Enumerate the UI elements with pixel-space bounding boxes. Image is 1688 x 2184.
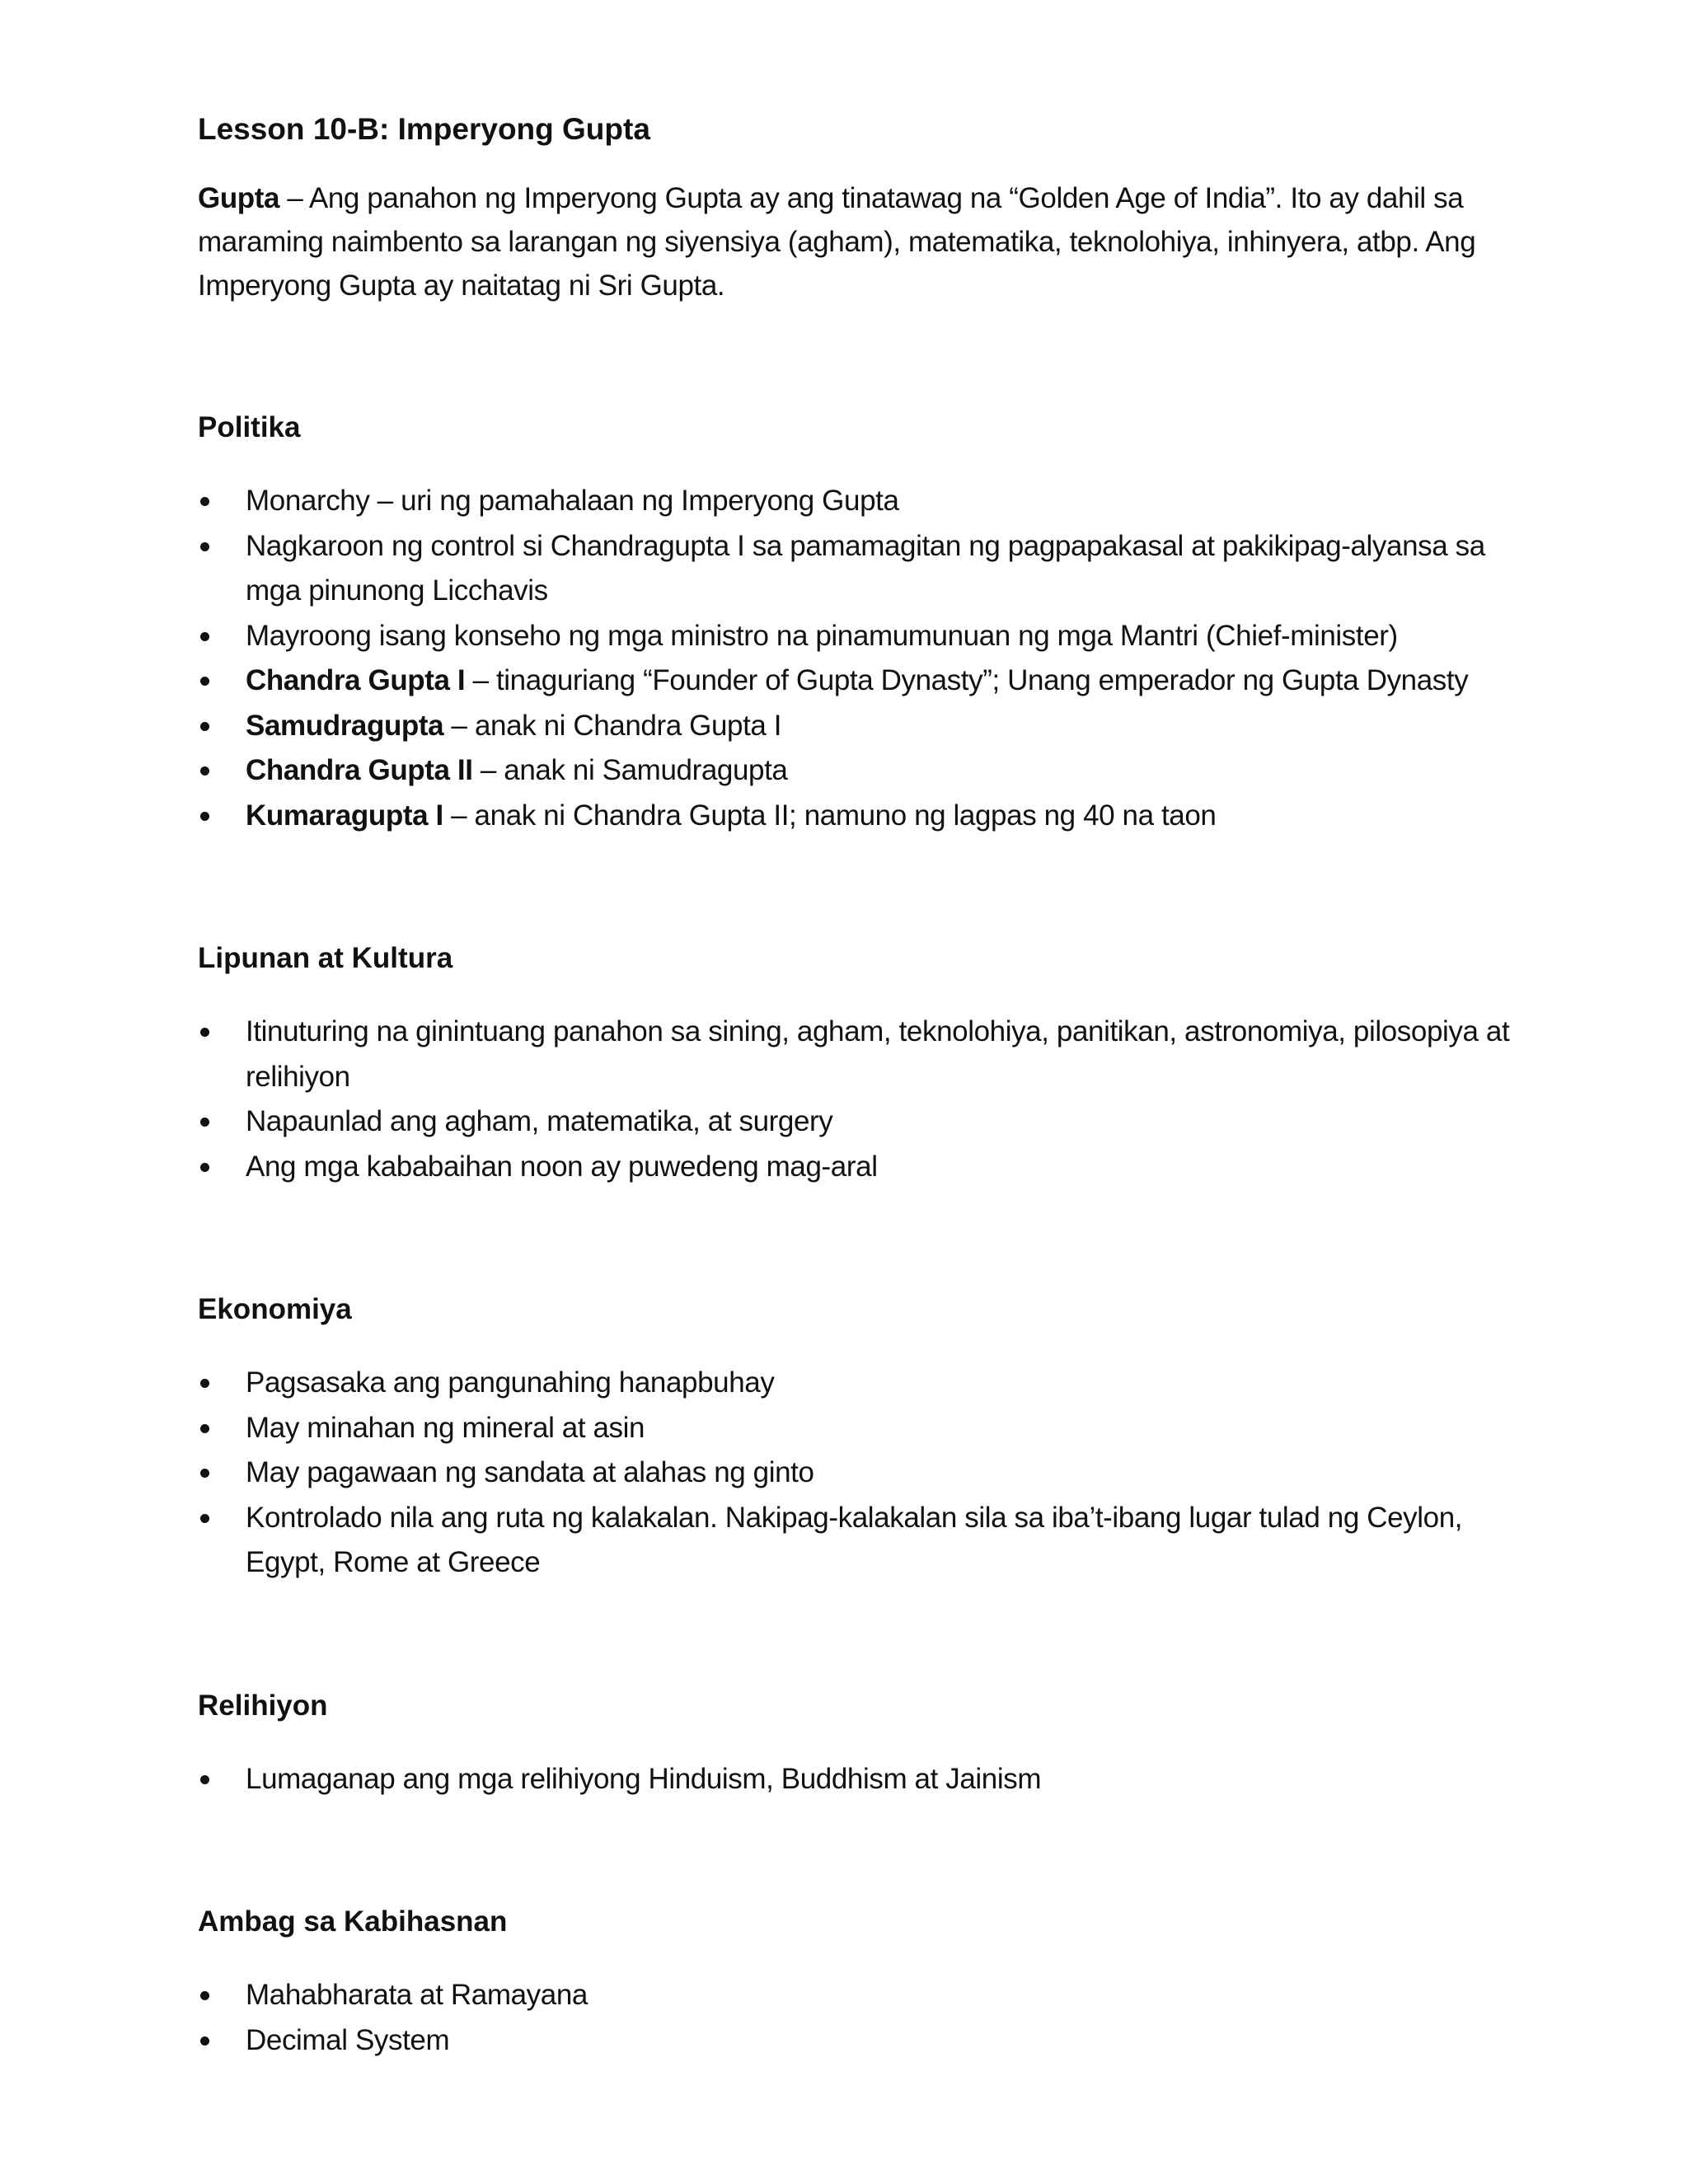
bullet-icon: [200, 1118, 209, 1127]
bullet-icon: [200, 2036, 209, 2046]
intro-paragraph: [198, 176, 1517, 307]
section-heading-ekonomiya: Ekonomiya: [198, 1293, 352, 1325]
lesson-title: Lesson 10-B: Imperyong Gupta: [198, 112, 650, 146]
relihiyon-list: [198, 1757, 1517, 1802]
ekonomiya-list: [198, 1361, 1517, 1586]
bullet-icon: [200, 1514, 209, 1523]
section-heading-politika: Politika: [198, 411, 301, 443]
bullet-icon: [200, 1991, 209, 2000]
politika-list: [198, 479, 1517, 838]
lipunan-list: [198, 1010, 1517, 1189]
intro-text: – Ang panahon ng Imperyong Gupta ay ang tinatawag na “Golden Age of India”. Ito ay dahil sa maraming naimbento sa larangan ng siyensiya (agham), matematika, teknolohiya, inhinyera, atbp. Ang Imperyong Gupta ay naitatag ni Sri Gupta.: [198, 182, 1476, 302]
bullet-icon: [200, 812, 209, 821]
list-item: Chandra Gupta II – anak ni Samudragupta: [198, 748, 1517, 794]
list-item: Ang mga kababaihan noon ay puwedeng mag-aral: [198, 1145, 1517, 1190]
list-item: Kontrolado nila ang ruta ng kalakalan. Nakipag-kalakalan sila sa iba’t-ibang lugar tulad ng Ceylon, Egypt, Rome at Greece: [198, 1496, 1517, 1586]
list-item: Decimal System: [198, 2018, 1517, 2064]
list-item: Pagsasaka ang pangunahing hanapbuhay: [198, 1361, 1517, 1406]
list-item: Lumaganap ang mga relihiyong Hinduism, Buddhism at Jainism: [198, 1757, 1517, 1802]
bullet-icon: [200, 1028, 209, 1037]
bullet-icon: [200, 1775, 209, 1784]
section-heading-lipunan: Lipunan at Kultura: [198, 942, 453, 974]
bullet-icon: [200, 1163, 209, 1172]
list-item: Mahabharata at Ramayana: [198, 1973, 1517, 2018]
bullet-icon: [200, 1379, 209, 1388]
list-item: Chandra Gupta I – tinaguriang “Founder of Gupta Dynasty”; Unang emperador ng Gupta Dynasty: [198, 658, 1517, 704]
document-page: [198, 107, 1517, 2063]
bullet-icon: [200, 497, 209, 506]
bullet-icon: [200, 677, 209, 686]
list-item: May minahan ng mineral at asin: [198, 1406, 1517, 1451]
bullet-icon: [200, 1469, 209, 1478]
ambag-list: [198, 1973, 1517, 2063]
intro-term: Gupta: [198, 182, 280, 214]
bullet-icon: [200, 542, 209, 551]
list-item: Itinuturing na ginintuang panahon sa sining, agham, teknolohiya, panitikan, astronomiya, pilosopiya at relihiyon: [198, 1010, 1517, 1099]
list-item: Napaunlad ang agham, matematika, at surgery: [198, 1099, 1517, 1145]
bullet-icon: [200, 722, 209, 731]
list-item: Samudragupta – anak ni Chandra Gupta I: [198, 704, 1517, 749]
list-item: Kumaragupta I – anak ni Chandra Gupta II; namuno ng lagpas ng 40 na taon: [198, 794, 1517, 839]
list-item: Monarchy – uri ng pamahalaan ng Imperyong Gupta: [198, 479, 1517, 524]
list-item: Nagkaroon ng control si Chandragupta I sa pamamagitan ng pagpapakasal at pakikipag-alyansa sa mga pinunong Licchavis: [198, 524, 1517, 614]
bullet-icon: [200, 1424, 209, 1433]
section-heading-relihiyon: Relihiyon: [198, 1689, 328, 1722]
list-item: Mayroong isang konseho ng mga ministro na pinamumunuan ng mga Mantri (Chief-minister): [198, 614, 1517, 659]
list-item: May pagawaan ng sandata at alahas ng ginto: [198, 1451, 1517, 1496]
bullet-icon: [200, 766, 209, 776]
bullet-icon: [200, 632, 209, 641]
section-heading-ambag: Ambag sa Kabihasnan: [198, 1905, 508, 1938]
